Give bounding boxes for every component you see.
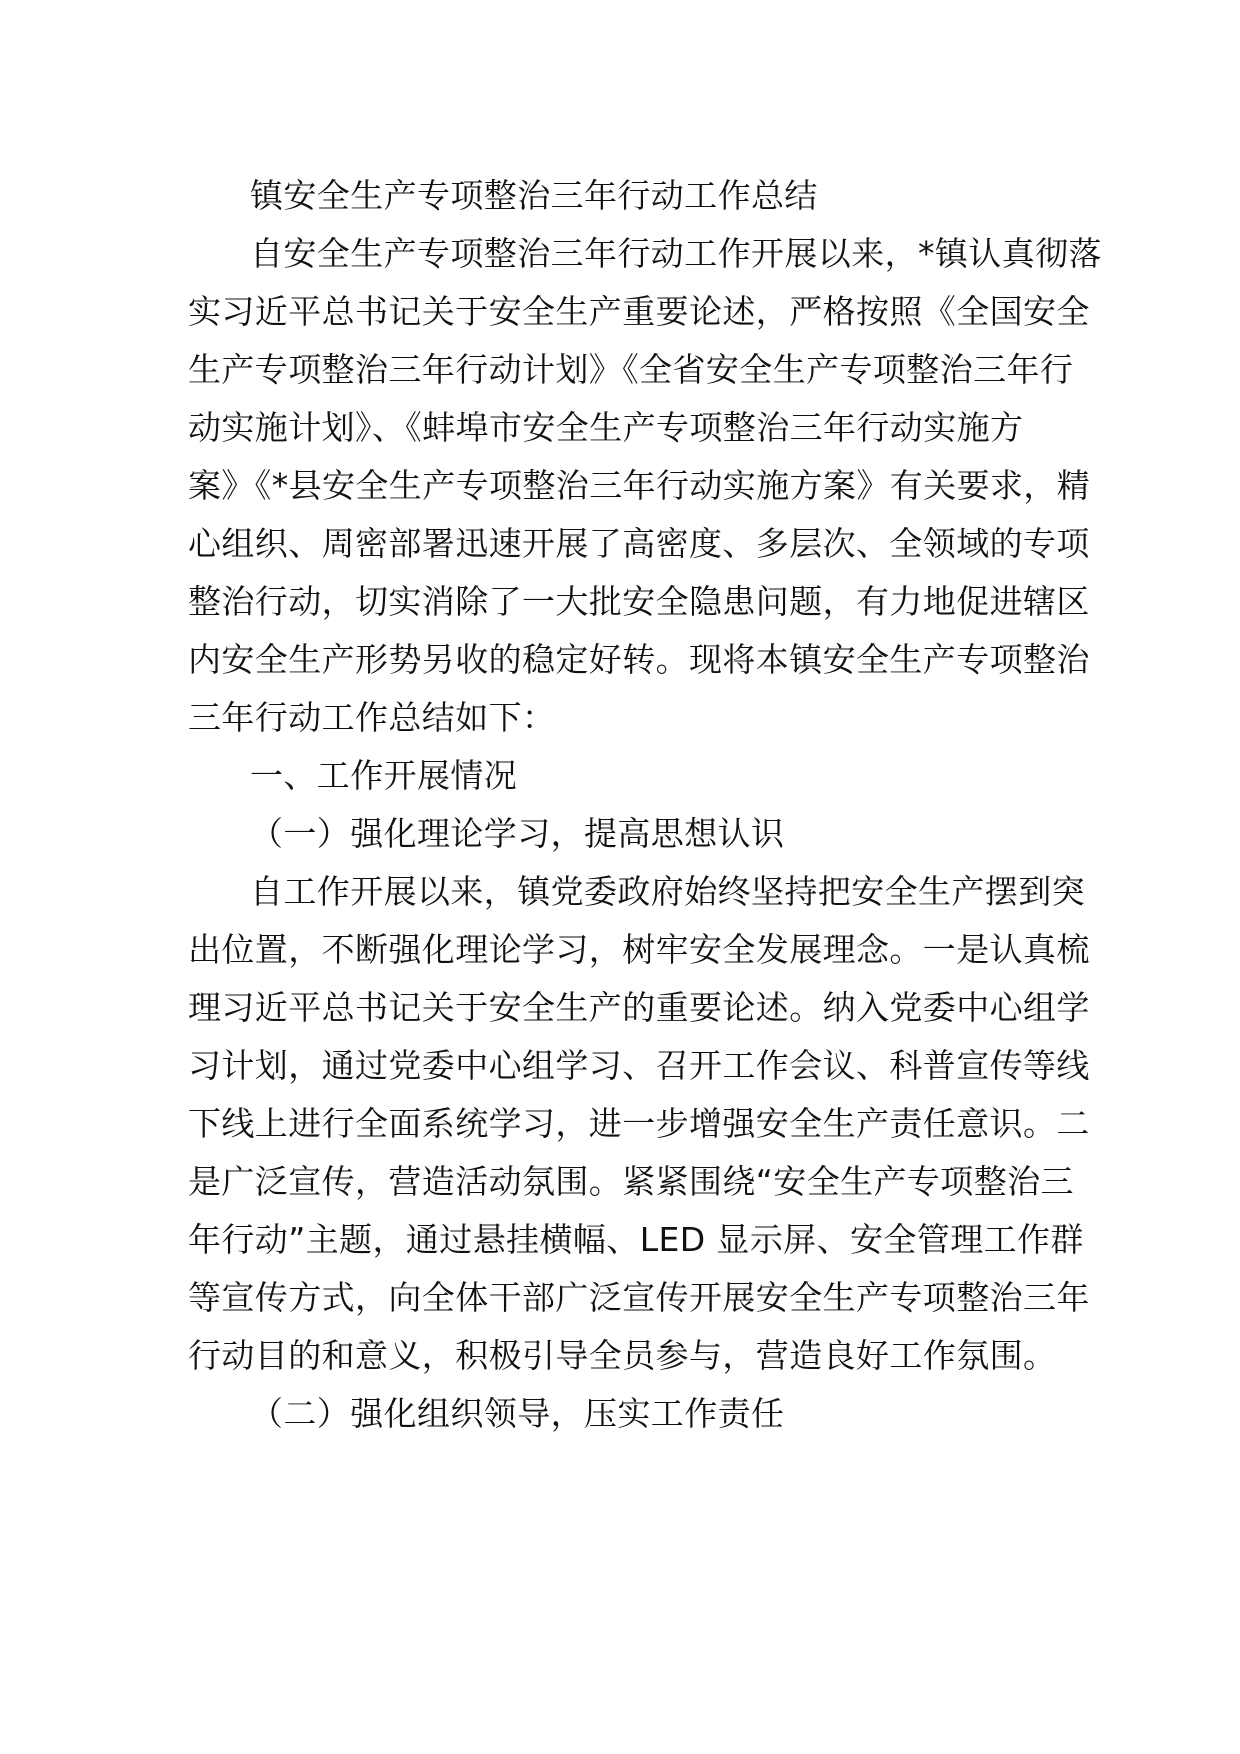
subsection-1-line-6: 是广泛宣传，营造活动氛围。紧紧围绕“安全生产专项整治三 bbox=[188, 1162, 1074, 1201]
section-1-heading: 一、工作开展情况 bbox=[250, 756, 518, 795]
intro-line-3: 生产专项整治三年行动计划》《全省安全生产专项整治三年行 bbox=[188, 350, 1074, 389]
subsection-2-heading: （二）强化组织领导，压实工作责任 bbox=[250, 1394, 785, 1433]
document-title: 镇安全生产专项整治三年行动工作总结 bbox=[250, 176, 818, 215]
subsection-1-line-8: 等宣传方式，向全体干部广泛宣传开展安全生产专项整治三年 bbox=[188, 1278, 1090, 1317]
intro-line-2: 实习近平总书记关于安全生产重要论述，严格按照《全国安全 bbox=[188, 292, 1090, 331]
intro-line-7: 整治行动，切实消除了一大批安全隐患问题，有力地促进辖区 bbox=[188, 582, 1090, 621]
intro-line-4: 动实施计划》、《蚌埠市安全生产专项整治三年行动实施方 bbox=[188, 408, 1024, 447]
intro-line-5: 案》《*县安全生产专项整治三年行动实施方案》有关要求，精 bbox=[188, 466, 1091, 505]
subsection-1-line-9: 行动目的和意义，积极引导全员参与，营造良好工作氛围。 bbox=[188, 1336, 1057, 1375]
subsection-1-line-2: 出位置，不断强化理论学习，树牢安全发展理念。一是认真梳 bbox=[188, 930, 1090, 969]
subsection-1-line-1: 自工作开展以来，镇党委政府始终坚持把安全生产摆到突 bbox=[250, 872, 1085, 911]
intro-line-6: 心组织、周密部署迅速开展了高密度、多层次、全领域的专项 bbox=[188, 524, 1090, 563]
intro-line-1: 自安全生产专项整治三年行动工作开展以来，*镇认真彻落 bbox=[250, 234, 1102, 273]
subsection-1-heading: （一）强化理论学习，提高思想认识 bbox=[250, 814, 785, 853]
subsection-1-line-4: 习计划，通过党委中心组学习、召开工作会议、科普宣传等线 bbox=[188, 1046, 1090, 1085]
subsection-1-line-5: 下线上进行全面系统学习，进一步增强安全生产责任意识。二 bbox=[188, 1104, 1090, 1143]
intro-line-8: 内安全生产形势另收的稳定好转。现将本镇安全生产专项整治 bbox=[188, 640, 1090, 679]
subsection-1-line-3: 理习近平总书记关于安全生产的重要论述。纳入党委中心组学 bbox=[188, 988, 1090, 1027]
subsection-1-line-7: 年行动”主题，通过悬挂横幅、LED 显示屏、安全管理工作群 bbox=[188, 1220, 1084, 1259]
intro-line-9: 三年行动工作总结如下： bbox=[188, 698, 556, 737]
